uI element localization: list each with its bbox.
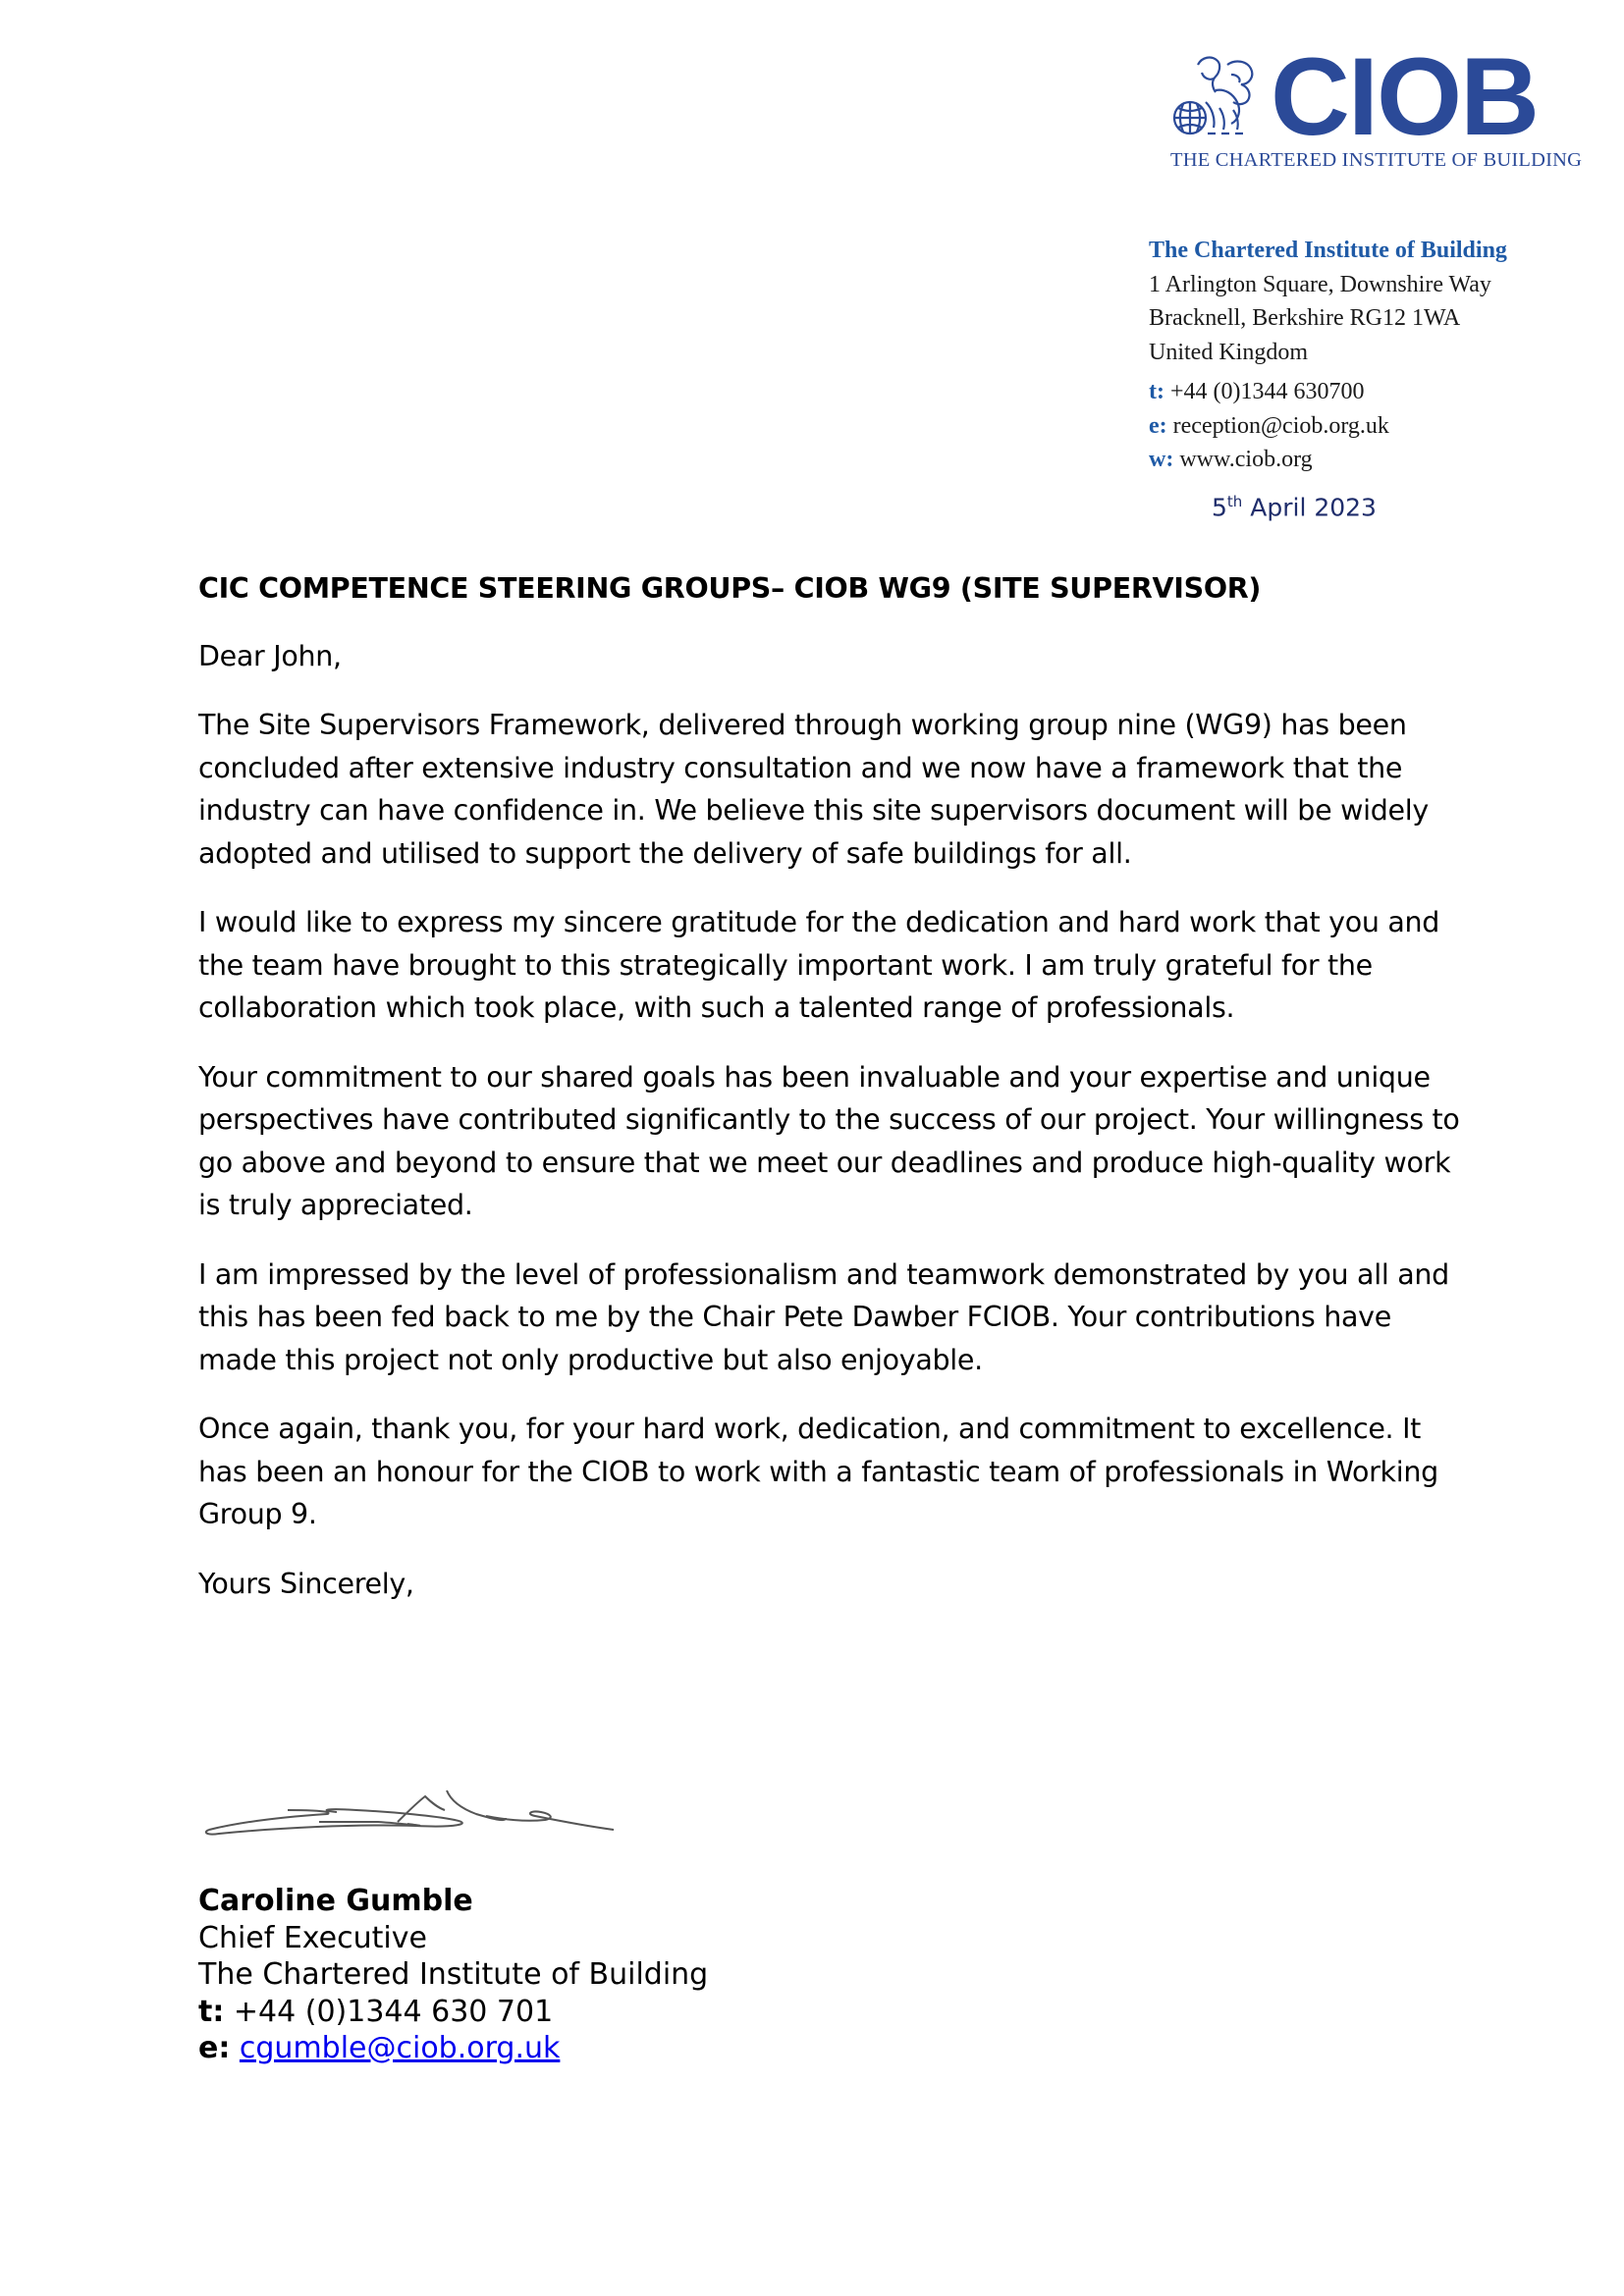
signature-image bbox=[201, 1779, 623, 1838]
phone-label: t: bbox=[198, 1994, 225, 2029]
address-line: United Kingdom bbox=[1149, 339, 1308, 365]
letter-date bbox=[1212, 493, 1377, 521]
sender-address bbox=[1149, 234, 1507, 477]
ciob-logo bbox=[1168, 35, 1583, 179]
letter-body bbox=[198, 567, 1465, 1605]
web-value: www.ciob.org bbox=[1179, 447, 1313, 472]
email-link[interactable]: cgumble@ciob.org.uk bbox=[239, 2031, 561, 2065]
body-paragraph: I would like to express my sincere gratitude for the dedication and hard work that you and the team have brought to this strategically important work. I am truly grateful for the collaboration which took place, with such a talented range of professionals. bbox=[198, 906, 1440, 1024]
lion-globe-crest-icon bbox=[1168, 51, 1267, 139]
phone-value: +44 (0)1344 630 701 bbox=[233, 1994, 554, 2029]
email-label: e: bbox=[1149, 412, 1167, 439]
date-month-year: April 2023 bbox=[1250, 493, 1377, 522]
signatory-email bbox=[198, 2030, 708, 2067]
date-suffix: th bbox=[1226, 493, 1243, 510]
signatory-name: Caroline Gumble bbox=[198, 1884, 473, 1918]
email-value: reception@ciob.org.uk bbox=[1172, 412, 1389, 439]
body-paragraph: Your commitment to our shared goals has been invaluable and your expertise and unique perspectives have contributed significantly to the success of our project. Your willingness to go above and beyond to ensure that we meet our deadlines and produce high-quality work is truly appreciated. bbox=[198, 1060, 1460, 1221]
closing: Yours Sincerely, bbox=[198, 1567, 414, 1600]
phone-value: +44 (0)1344 630700 bbox=[1169, 379, 1365, 404]
address-line: Bracknell, Berkshire RG12 1WA bbox=[1149, 305, 1461, 331]
body-paragraph: I am impressed by the level of professionalism and teamwork demonstrated by you all and this has been fed back to me by the Chair Pete Dawber FCIOB. Your contributions have made this project not only productive but also enjoyable. bbox=[198, 1257, 1449, 1376]
body-paragraph: Once again, thank you, for your hard work, dedication, and commitment to excellence. It has been an honour for the CIOB to work with a fantastic team of professionals in Working Group 9. bbox=[198, 1413, 1438, 1530]
email-label: e: bbox=[198, 2031, 231, 2065]
date-day: 5 bbox=[1212, 493, 1227, 522]
phone-label: t: bbox=[1149, 379, 1164, 404]
signatory-block bbox=[198, 1883, 708, 2067]
address-web bbox=[1149, 443, 1507, 477]
logo-wordmark: CIOB bbox=[1271, 35, 1538, 158]
address-email bbox=[1149, 409, 1507, 444]
letter-heading: CIC COMPETENCE STEERING GROUPS– CIOB WG9 (SITE SUPERVISOR) bbox=[198, 572, 1262, 605]
address-organisation: The Chartered Institute of Building bbox=[1149, 238, 1507, 263]
web-label: w: bbox=[1149, 447, 1174, 472]
address-line: 1 Arlington Square, Downshire Way bbox=[1149, 271, 1491, 297]
signatory-title: Chief Executive bbox=[198, 1920, 427, 1955]
signatory-phone bbox=[198, 1994, 708, 2031]
address-phone bbox=[1149, 375, 1507, 409]
logo-tagline: THE CHARTERED INSTITUTE OF BUILDING bbox=[1170, 149, 1583, 171]
signatory-organisation: The Chartered Institute of Building bbox=[198, 1957, 709, 1992]
salutation: Dear John, bbox=[198, 639, 342, 672]
body-paragraph: The Site Supervisors Framework, delivered through working group nine (WG9) has been concluded after extensive industry consultation and we now have a framework that the industry can have confidence in. We believe this site supervisors document will be widely adopted and utilised to support the delivery of safe buildings for all. bbox=[198, 709, 1429, 870]
